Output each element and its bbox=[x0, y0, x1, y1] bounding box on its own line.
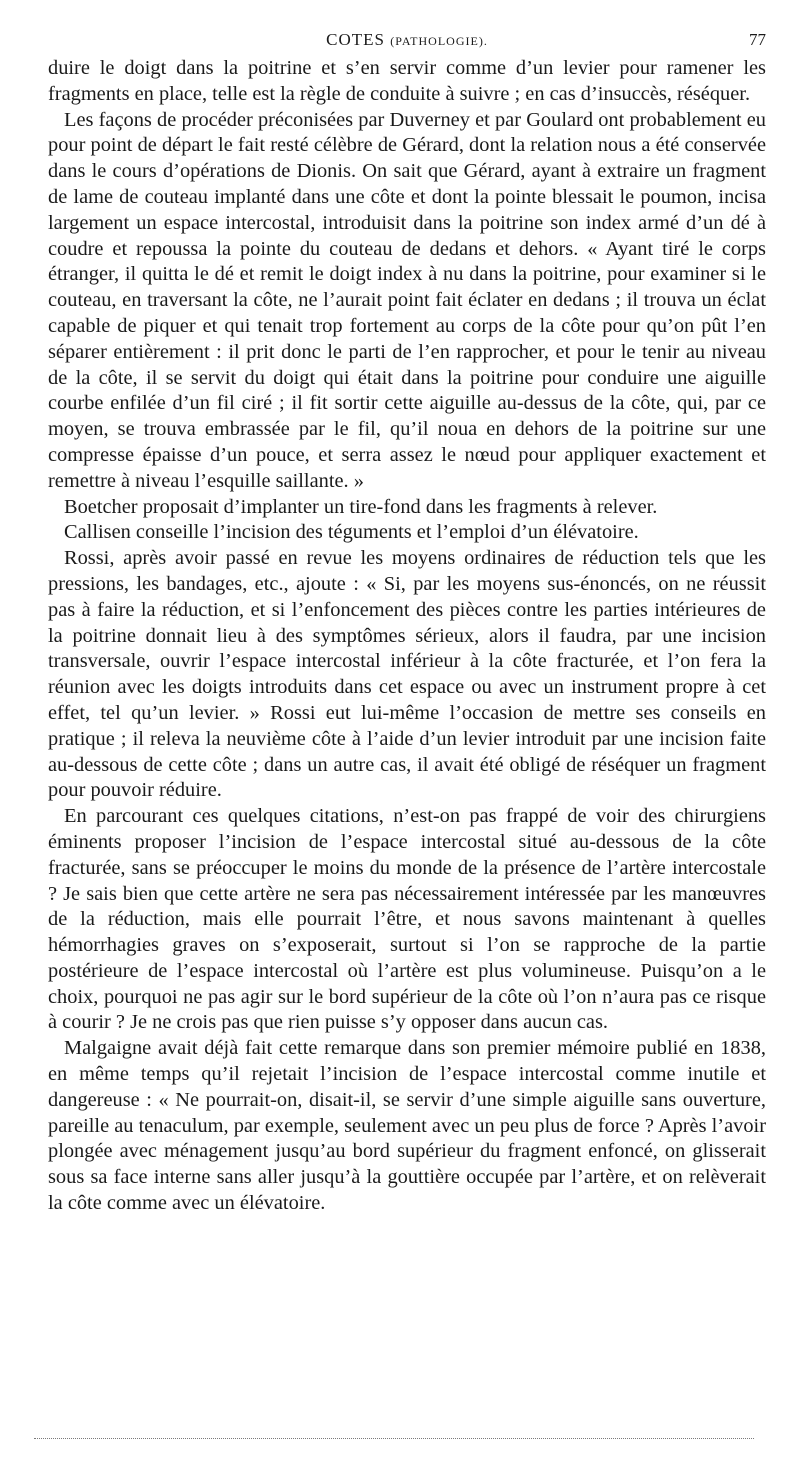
header-subtitle: (PATHOLOGIE). bbox=[390, 34, 488, 48]
bottom-dotted-rule bbox=[34, 1438, 754, 1439]
running-head bbox=[48, 30, 766, 56]
paragraph-3: Boetcher proposait d’implanter un tire-fond dans les fragments à relever. bbox=[64, 495, 658, 518]
paragraph-4: Callisen conseille l’incision des téguments et l’emploi d’un élévatoire. bbox=[64, 521, 639, 544]
page-number: 77 bbox=[749, 30, 766, 49]
running-title bbox=[48, 30, 766, 50]
paragraph-1: duire le doigt dans la poitrine et s’en servir comme d’un levier pour ramener les fragments en place, telle est la règle de conduite à suivre ; en cas d’insuccès, réséquer. bbox=[48, 57, 766, 105]
header-title: COTES bbox=[326, 30, 386, 49]
body-text bbox=[48, 56, 766, 1217]
paragraph-2: Les façons de procéder préconisées par Duverney et par Goulard ont probablement eu pour point de départ le fait resté célèbre de Gérard, dont la relation nous a été conservée dans le cours d’opérations de Dionis. On sait que Gérard, ayant à extraire un fragment de lame de couteau implanté dans une côte et dont la pointe blessait le poumon, incisa largement un espace intercostal, introduisit dans la poitrine son index armé d’un dé à coudre et repoussa la pointe du couteau de dedans et dehors. « Ayant tiré le corps étranger, il quitta le dé et remit le doigt index à nu dans la poitrine, pour examiner si le couteau, en traversant la côte, ne l’aurait point fait éclater en dedans ; il trouva un éclat capable de piquer et qui tenait trop fortement au corps de la côte pour qu’on pût l’en séparer entièrement : il prit donc le parti de l’en rapprocher, et pour le tenir au niveau de la côte, il se servit du doigt qui était dans la poitrine pour conduire une aiguille courbe enfilée d’un fil ciré ; il fit sortir cette aiguille au-dessus de la côte, qui, par ce moyen, se trouva embrassée par le fil, qu’il noua en dehors de la poitrine sur une compresse épaisse d’un pouce, et serra assez le nœud pour appliquer exactement et remettre à niveau l’esquille saillante. » bbox=[48, 108, 766, 492]
paragraph-6: En parcourant ces quelques citations, n’est-on pas frappé de voir des chirurgiens éminents proposer l’incision de l’espace intercostal situé au-dessous de la côte fracturée, sans se préoccuper le moins du monde de la présence de l’artère intercostale ? Je sais bien que cette artère ne sera pas nécessairement intéressée par les manœuvres de la réduction, mais elle pourrait l’être, et nous savons maintenant à quelles hémorrhagies graves on s’exposerait, surtout si l’on se rapproche de la partie postérieure de l’espace intercostal où l’artère est plus volumineuse. Puisqu’on a le choix, pourquoi ne pas agir sur le bord supérieur de la côte où l’on n’aura pas ce risque à courir ? Je ne crois pas que rien puisse s’y opposer dans aucun cas. bbox=[48, 805, 766, 1034]
page bbox=[48, 30, 766, 1217]
paragraph-7: Malgaigne avait déjà fait cette remarque dans son premier mémoire publié en 1838, en même temps qu’il rejetait l’incision de l’espace intercostal comme inutile et dangereuse : « Ne pourrait-on, disait-il, se servir d’une simple aiguille sans ouverture, pareille au tenaculum, par exemple, seulement avec un peu plus de force ? Après l’avoir plongée avec ménagement jusqu’au bord supérieur du fragment enfoncé, on glisserait sous sa face interne sans aller jusqu’à la gouttière occupée par l’artère, et on relèverait la côte comme avec un élévatoire. bbox=[48, 1037, 766, 1215]
paragraph-5: Rossi, après avoir passé en revue les moyens ordinaires de réduction tels que les pressions, les bandages, etc., ajoute : « Si, par les moyens sus-énoncés, on ne réussit pas à faire la réduction, et si l’enfoncement des pièces contre les parties intérieures de la poitrine donnait lieu à des symptômes sérieux, alors il faudra, par une incision transversale, ouvrir l’espace intercostal inférieur à la côte fracturée, et l’on fera la réunion avec les doigts introduits dans cet espace ou avec un instrument propre à cet effet, tel qu’un levier. » Rossi eut lui-même l’occasion de mettre ses conseils en pratique ; il releva la neuvième côte à l’aide d’un levier introduit par une incision faite au-dessous de cette côte ; dans un autre cas, il avait été obligé de réséquer un fragment pour pouvoir réduire. bbox=[48, 547, 766, 802]
